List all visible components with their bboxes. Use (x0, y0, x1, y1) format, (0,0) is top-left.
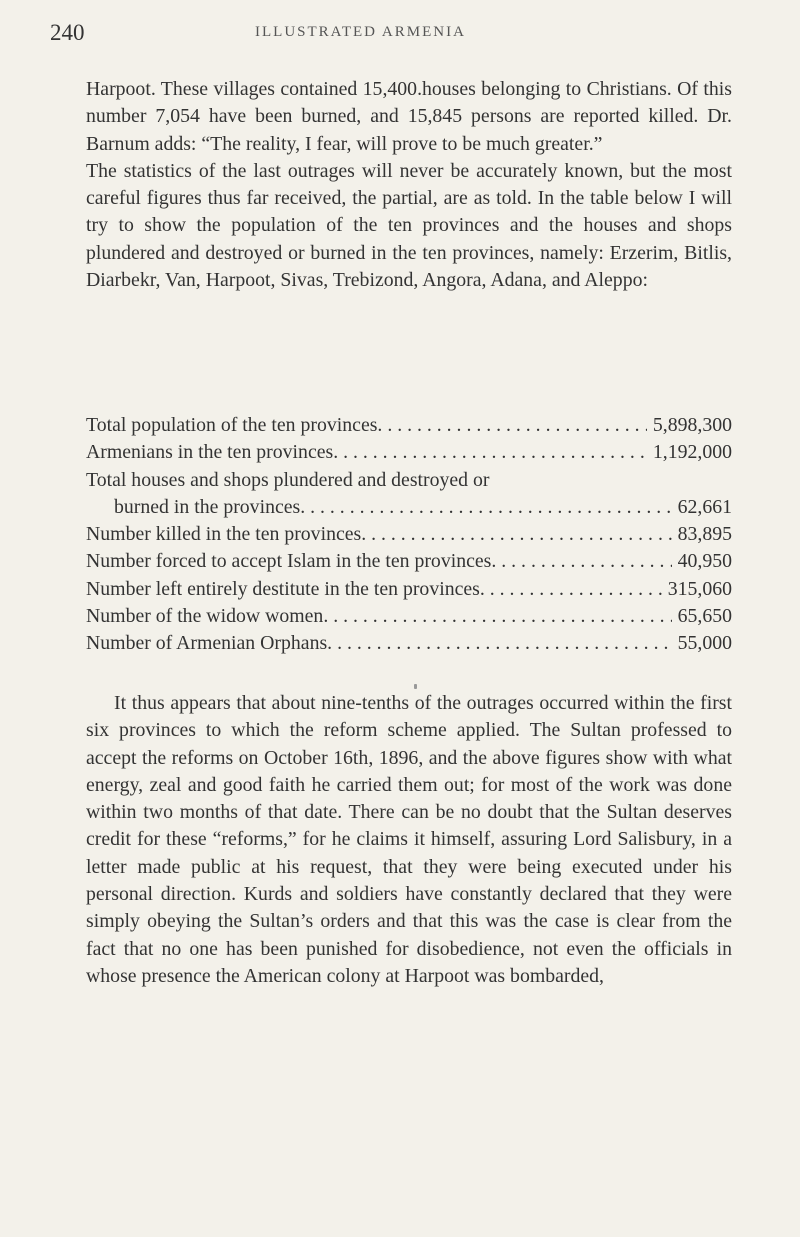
row-value: 5,898,300 (652, 414, 732, 436)
leader-dots (327, 630, 671, 657)
table-row (86, 548, 732, 575)
table-row (86, 630, 732, 657)
leader-dots (333, 439, 647, 466)
row-value: 40,950 (677, 550, 732, 573)
table-row (86, 467, 732, 494)
row-label: Number killed in the ten provinces (86, 523, 362, 546)
row-label: Number forced to accept Islam in the ten provinces (86, 550, 492, 573)
table-row (86, 412, 732, 439)
leader-dots (300, 494, 671, 521)
row-value: 83,895 (677, 523, 732, 546)
statistics-paragraph: The statistics of the last outrages will never be accurately known, but the most careful figures thus far received, the partial, are as told. In the table below I will try to show the population of the ten provinces and the houses and shops plundered and destroyed or burned in the ten provinces, namely: Erzerim, Bitlis, Diarbekr, Van, Harpoot, Sivas, Trebizond, Angora, Adana, and Aleppo: (86, 159, 732, 292)
page-header (0, 20, 800, 50)
leader-dots (361, 521, 671, 548)
table-row (86, 521, 732, 548)
table-row (86, 439, 732, 466)
leader-dots (323, 603, 671, 630)
statistics-table (86, 412, 732, 658)
row-value: 315,060 (667, 577, 732, 600)
table-row (86, 494, 732, 521)
table-row (86, 576, 732, 603)
leader-dots (480, 576, 662, 603)
row-label: Total population of the ten provinces (86, 414, 378, 436)
paragraph-continuation: Harpoot. These villages contained 15,400.houses belonging to Christians. Of this number 7,054 have been burned, and 15,845 persons are reported killed. Dr. Barnum adds: “The reality, I fear, will prove to be much greater.” (86, 78, 732, 155)
closing-paragraph: It thus appears that about nine-tenths of the outrages occurred within the first six provinces to which the reform scheme applied. The Sultan professed to accept the reforms on October 16th, 1896, and the above figures show with what energy, zeal and good faith he carried them out; for most of the work was done within two months of that date. There can be no doubt that the Sultan deserves credit for these “reforms,” for he claims it himself, assuring Lord Salisbury, in a letter made public at his request, that they were being executed under his personal direction. Kurds and soldiers have constantly declared that they were simply obeying the Sultan’s orders and that this was the case is clear from the fact that no one has been punished for disobedience, not even the officials in whose presence the American colony at Harpoot was bombarded, (86, 692, 732, 987)
opening-paragraph (86, 76, 732, 294)
leader-dots (491, 548, 671, 575)
row-value: 55,000 (677, 632, 732, 655)
row-label: Number left entirely destitute in the ten provinces (86, 577, 480, 600)
row-value: 65,650 (677, 605, 732, 628)
page-number: 240 (50, 20, 85, 45)
row-value: 62,661 (677, 495, 732, 518)
ink-speck (414, 684, 417, 689)
row-label: Number of the widow women (86, 605, 324, 628)
row-label: burned in the provinces (114, 495, 301, 518)
running-title: ILLUSTRATED ARMENIA (255, 24, 466, 40)
table-row (86, 603, 732, 630)
row-value: 1,192,000 (652, 441, 732, 464)
row-label: Number of Armenian Orphans (86, 632, 328, 655)
leader-dots (377, 412, 646, 439)
row-label: Armenians in the ten provinces (86, 441, 334, 464)
row-label: Total houses and shops plundered and destroyed or (86, 468, 490, 491)
